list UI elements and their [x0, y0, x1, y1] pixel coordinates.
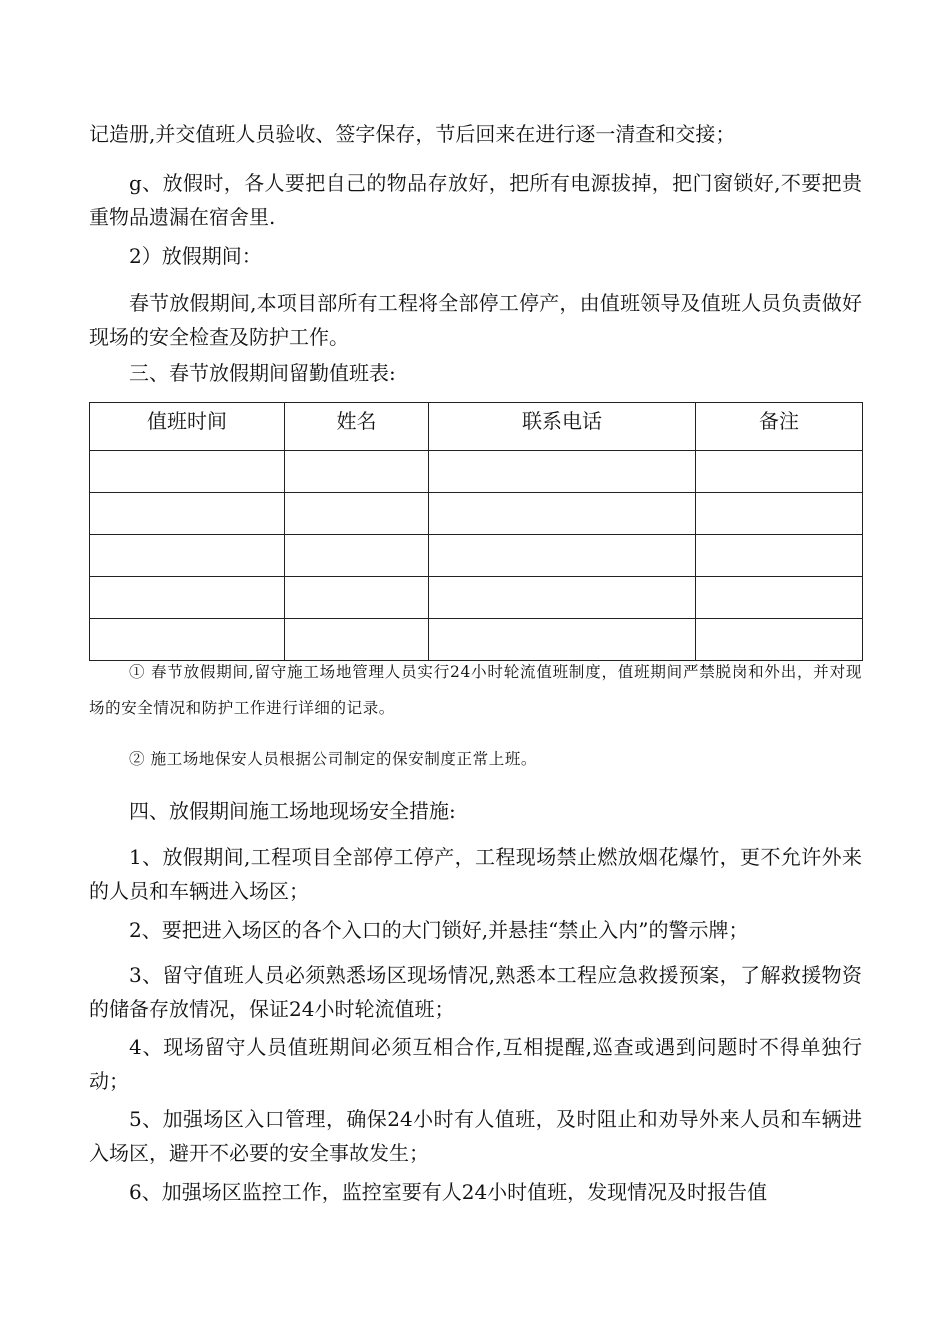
table-cell — [429, 451, 696, 493]
paragraph-item-g: g、放假时，各人要把自己的物品存放好，把所有电源拔掉，把门窗锁好,不要把贵重物品遗漏在宿舍里. — [89, 171, 862, 229]
table-cell — [90, 535, 285, 577]
duty-roster-table — [89, 402, 863, 661]
table-cell — [90, 577, 285, 619]
table-header-row — [90, 403, 863, 451]
paragraph-holiday-period: 春节放假期间,本项目部所有工程将全部停工停产，由值班领导及值班人员负责做好现场的安全检查及防护工作。 — [89, 291, 862, 349]
table-row — [90, 493, 863, 535]
table-cell — [696, 535, 863, 577]
table-cell — [285, 535, 429, 577]
table-cell — [285, 451, 429, 493]
table-row — [90, 577, 863, 619]
safety-item-5: 5、加强场区入口管理，确保24小时有人值班，及时阻止和劝导外来人员和车辆进入场区，避开不必要的安全事故发生； — [89, 1107, 862, 1165]
table-cell — [696, 451, 863, 493]
note-2: ② 施工场地保安人员根据公司制定的保安制度正常上班。 — [129, 750, 538, 768]
table-cell — [429, 577, 696, 619]
table-cell — [429, 535, 696, 577]
table-cell — [696, 577, 863, 619]
section-heading-duty-table: 三、春节放假期间留勤值班表: — [129, 361, 396, 385]
safety-item-6: 6、加强场区监控工作，监控室要有人24小时值班，发现情况及时报告值 — [129, 1180, 768, 1204]
paragraph-subheading-holiday: 2）放假期间： — [129, 244, 262, 268]
header-duty-time: 值班时间 — [90, 403, 285, 451]
header-name: 姓名 — [285, 403, 429, 451]
table-cell — [696, 493, 863, 535]
safety-item-4: 4、现场留守人员值班期间必须互相合作,互相提醒,巡查或遇到问题时不得单独行动； — [89, 1035, 862, 1093]
safety-item-1: 1、放假期间,工程项目全部停工停产，工程现场禁止燃放烟花爆竹，更不允许外来的人员和车辆进入场区； — [89, 845, 862, 903]
table-cell — [285, 493, 429, 535]
table-cell — [90, 451, 285, 493]
table-cell — [429, 493, 696, 535]
table-cell — [90, 493, 285, 535]
table-cell — [285, 577, 429, 619]
safety-item-2: 2、要把进入场区的各个入口的大门锁好,并悬挂“禁止入内”的警示牌； — [129, 918, 749, 942]
table-row — [90, 535, 863, 577]
note-1: ① 春节放假期间,留守施工场地管理人员实行24小时轮流值班制度，值班期间严禁脱岗和外出，并对现场的安全情况和防护工作进行详细的记录。 — [89, 663, 862, 717]
header-phone: 联系电话 — [429, 403, 696, 451]
paragraph-continuation: 记造册,并交值班人员验收、签字保存，节后回来在进行逐一清查和交接； — [89, 122, 736, 146]
safety-item-3: 3、留守值班人员必须熟悉场区现场情况,熟悉本工程应急救援预案，了解救援物资的储备存放情况，保证24小时轮流值班； — [89, 963, 862, 1021]
table-row — [90, 451, 863, 493]
header-remarks: 备注 — [696, 403, 863, 451]
section-heading-safety: 四、放假期间施工场地现场安全措施: — [129, 799, 456, 823]
